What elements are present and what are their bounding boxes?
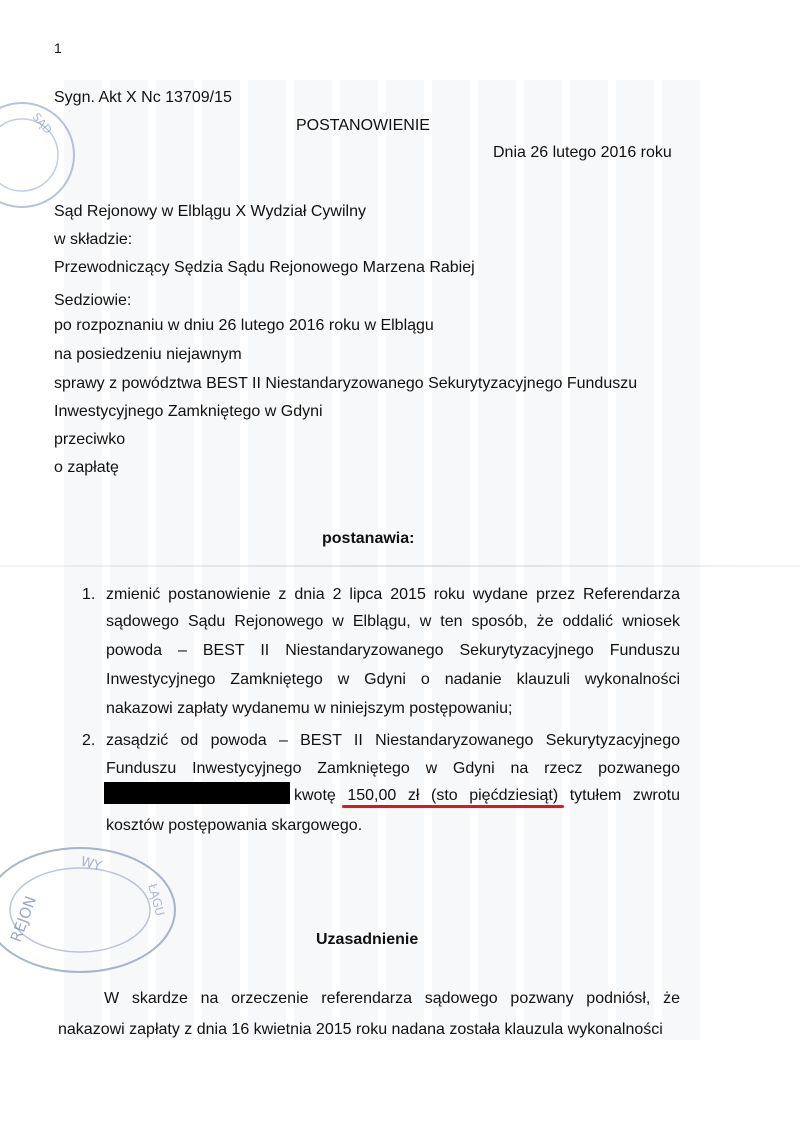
justification-line: nakazowi zapłaty z dnia 16 kwietnia 2015 roku nadana została klauzula wykonalności: [58, 1021, 663, 1038]
item-line: zasądzić od powoda – BEST II Niestandaryzowanego Sekurytyzacyjnego: [106, 732, 680, 749]
intro-line: Przewodniczący Sędzia Sądu Rejonowego Marzena Rabiej: [54, 259, 475, 276]
paper-fold: [0, 565, 800, 567]
page-number: 1: [54, 40, 62, 56]
item-number: 1.: [82, 586, 96, 603]
item-number: 2.: [82, 732, 96, 749]
document-date: Dnia 26 lutego 2016 roku: [493, 144, 672, 161]
svg-text:REJON: REJON: [6, 893, 40, 945]
svg-text:ŁĄGU: ŁĄGU: [145, 882, 168, 918]
justification-heading: Uzasadnienie: [316, 931, 419, 948]
svg-text:WY: WY: [78, 854, 103, 875]
intro-line: po rozpoznaniu w dniu 26 lutego 2016 roku w Elblągu: [54, 317, 434, 334]
item-line: Inwestycyjnego Zamkniętego w Gdyni o nadanie klauzuli wykonalności: [106, 671, 680, 688]
intro-line: Sąd Rejonowy w Elblągu X Wydział Cywilny: [54, 203, 366, 220]
item-line-amount: kwotę 150,00 zł (sto pięćdziesiąt) tytułem zwrotu: [294, 787, 680, 804]
redacted-name-block: [104, 782, 290, 804]
intro-line: w składzie:: [54, 231, 133, 248]
case-signature: Sygn. Akt X Nc 13709/15: [54, 89, 232, 106]
item-line: nakazowi zapłaty wydanemu w niniejszym postępowaniu;: [106, 700, 513, 717]
item-line: kosztów postępowania skargowego.: [106, 817, 363, 834]
intro-line: przeciwko: [54, 431, 126, 448]
intro-line: Inwestycyjnego Zamkniętego w Gdyni: [54, 403, 323, 420]
court-seal-stamp-bottom: [0, 835, 180, 975]
intro-line: sprawy z powództwa BEST II Niestandaryzowanego Sekurytyzacyjnego Funduszu: [54, 375, 638, 392]
intro-line: na posiedzeniu niejawnym: [54, 346, 242, 363]
amount-red-underline: [342, 805, 564, 808]
court-seal-stamp-top: [0, 95, 82, 215]
item-line: Funduszu Inwestycyjnego Zamkniętego w Gdyni na rzecz pozwanego: [106, 760, 680, 777]
item-line: powoda – BEST II Niestandaryzowanego Sekurytyzacyjnego Funduszu: [106, 642, 680, 659]
intro-line: o zapłatę: [54, 459, 119, 476]
intro-line: Sedziowie:: [54, 292, 132, 309]
justification-line: W skardze na orzeczenie referendarza sądowego pozwany podniósł, że: [104, 990, 680, 1007]
item-line: zmienić postanowienie z dnia 2 lipca 2015 roku wydane przez Referendarza: [106, 586, 680, 603]
item-line: sądowego Sądu Rejonowego w Elblągu, w ten sposób, że oddalić wniosek: [106, 613, 680, 630]
svg-text:SĄD: SĄD: [29, 110, 55, 137]
document-title: POSTANOWIENIE: [296, 117, 430, 134]
decision-heading: postanawia:: [322, 530, 415, 547]
